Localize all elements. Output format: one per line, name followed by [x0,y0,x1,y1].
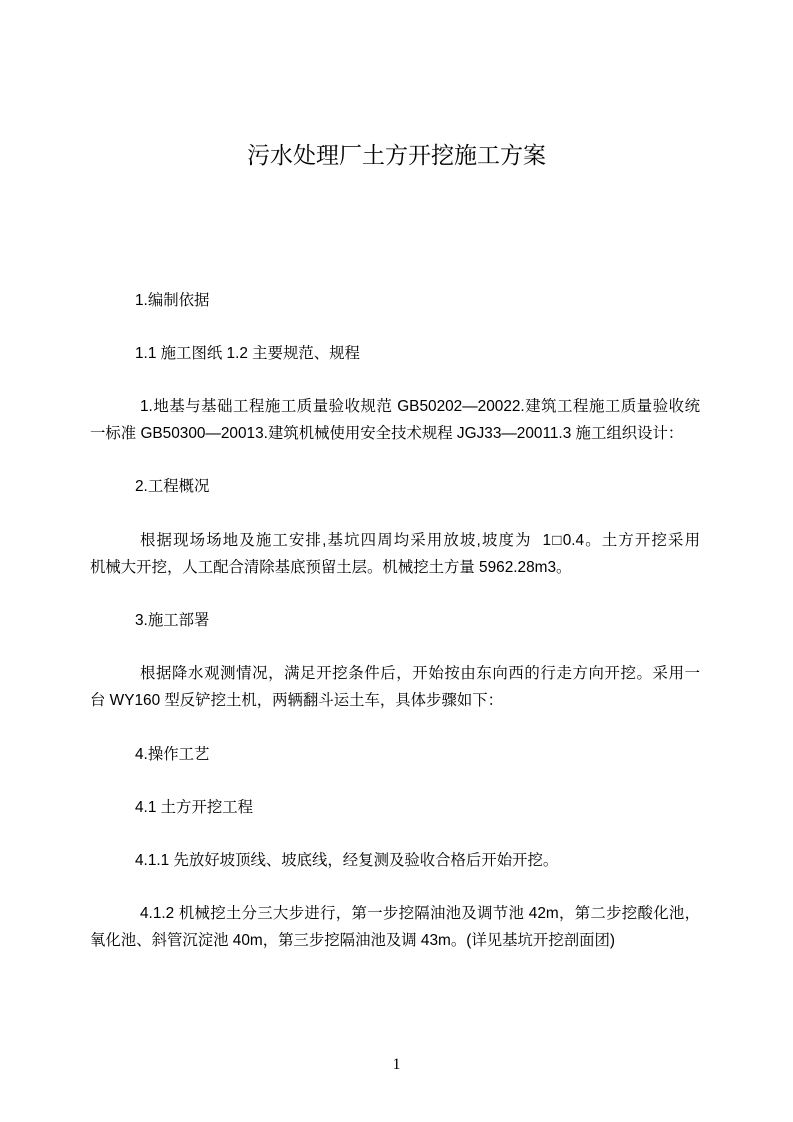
text-line: 4.操作工艺 [135,745,210,763]
subsection-heading-earth-excavation [90,794,700,821]
text-line: 根据现场场地及施工安排,基坑四周均采用放坡,坡度为 1□0.4。土方开挖采用 [140,531,700,549]
text-line: 4.1.2 机械挖土分三大步进行，第一步挖隔油池及调节池 42m，第二步挖酸化池， [140,905,700,923]
paragraph-construction-deployment [90,660,700,714]
paragraph-standards-list [90,393,700,447]
paragraph-step-4-1-1 [90,847,700,874]
text-line: 氧化池、斜管沉淀池 40m，第三步挖隔油池及调 43m。(详见基坑开挖剖面团) [90,932,616,950]
text-line: 4.1.1 先放好坡顶线、坡底线，经复测及验收合格后开始开挖。 [135,852,559,870]
page-number: 1 [392,1056,401,1073]
text-line: 4.1 土方开挖工程 [135,798,254,816]
text-line: 台 WY160 型反铲挖土机，两辆翻斗运土车，具体步骤如下： [90,692,504,710]
text-line: 一标准 GB50300—20013.建筑机械使用安全技术规程 JGJ33—20011.3 施工组织设计： [90,425,684,443]
text-line: 3.施工部署 [135,611,210,629]
subsection-heading-drawings-and-codes [90,340,700,367]
section-heading-construction-deployment [90,607,700,634]
section-heading-operation-process [90,741,700,768]
paragraph-step-4-1-2 [90,900,700,954]
text-line: 2.工程概况 [135,478,210,496]
text-line: 1.地基与基础工程施工质量验收规范 GB50202—20022.建筑工程施工质量验收统 [140,398,700,416]
text-line: 机械大开挖，人工配合清除基底预留土层。机械挖土方量 5962.28m3。 [90,558,572,576]
text-line: 1.1 施工图纸 1.2 主要规范、规程 [135,344,360,362]
document-title: 污水处理厂土方开挖施工方案 [247,142,546,168]
text-line: 根据降水观测情况，满足开挖条件后，开始按由东向西的行走方向开挖。采用一 [140,665,700,683]
paragraph-project-overview [90,527,700,581]
text-line: 1.编制依据 [135,291,210,309]
section-heading-compilation-basis [90,287,700,314]
document-body [90,287,700,981]
section-heading-project-overview [90,473,700,500]
